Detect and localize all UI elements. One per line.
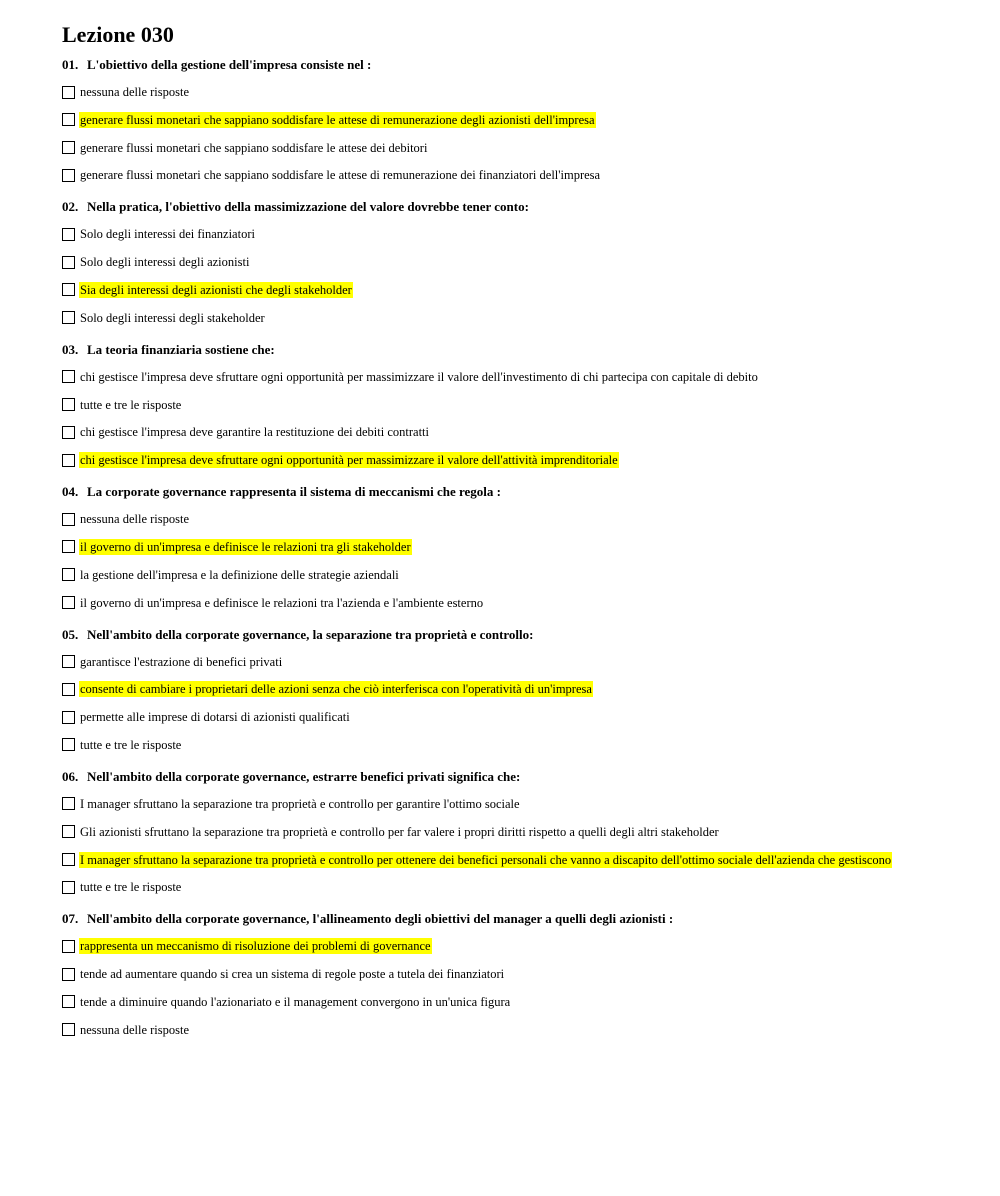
answer-option[interactable]	[62, 450, 962, 470]
answer-checkbox[interactable]	[62, 169, 75, 182]
question-text: Nell'ambito della corporate governance, l'allineamento degli obiettivi del manager a quelli degli azionisti :	[87, 911, 674, 927]
answer-option[interactable]	[62, 936, 962, 956]
question-block	[62, 910, 962, 1039]
question-heading	[62, 198, 962, 216]
answer-text: garantisce l'estrazione di benefici privati	[80, 654, 283, 669]
answer-checkbox[interactable]	[62, 881, 75, 894]
answer-checkbox[interactable]	[62, 540, 75, 553]
answer-checkbox[interactable]	[62, 711, 75, 724]
question-number: 01.	[62, 57, 79, 72]
answer-checkbox[interactable]	[62, 141, 75, 154]
answer-option[interactable]	[62, 110, 962, 130]
answer-checkbox[interactable]	[62, 113, 75, 126]
document-page	[62, 22, 962, 1053]
answer-checkbox[interactable]	[62, 86, 75, 99]
question-heading	[62, 626, 962, 644]
question-text: La corporate governance rappresenta il sistema di meccanismi che regola :	[87, 484, 501, 500]
answer-checkbox[interactable]	[62, 683, 75, 696]
answer-checkbox[interactable]	[62, 283, 75, 296]
answer-checkbox[interactable]	[62, 228, 75, 241]
answer-checkbox[interactable]	[62, 370, 75, 383]
question-block	[62, 483, 962, 612]
answer-checkbox[interactable]	[62, 825, 75, 838]
answer-text: I manager sfruttano la separazione tra proprietà e controllo per garantire l'ottimo sociale	[80, 796, 520, 811]
page-title: Lezione 030	[62, 22, 174, 47]
question-heading	[62, 768, 962, 786]
answer-option[interactable]	[62, 850, 962, 870]
answer-option[interactable]	[62, 138, 962, 158]
answer-option[interactable]	[62, 82, 962, 102]
answer-text: tutte e tre le risposte	[80, 737, 182, 752]
answer-checkbox[interactable]	[62, 256, 75, 269]
answer-option[interactable]	[62, 735, 962, 755]
answer-text: Solo degli interessi degli stakeholder	[80, 310, 265, 325]
answer-text: chi gestisce l'impresa deve sfruttare ogni opportunità per massimizzare il valore dell'investimento di chi partecipa con capitale di debito	[80, 369, 758, 384]
answer-option[interactable]	[62, 395, 962, 415]
answer-checkbox[interactable]	[62, 738, 75, 751]
question-number: 07.	[62, 911, 79, 927]
question-text: Nell'ambito della corporate governance, estrarre benefici privati significa che:	[87, 768, 521, 784]
question-text: La teoria finanziaria sostiene che:	[87, 341, 275, 357]
answer-checkbox[interactable]	[62, 655, 75, 668]
answer-text: tutte e tre le risposte	[80, 397, 182, 412]
question-text: L'obiettivo della gestione dell'impresa consiste nel :	[87, 57, 372, 72]
answer-text-highlighted: chi gestisce l'impresa deve sfruttare ogni opportunità per massimizzare il valore dell'attività imprenditoriale	[80, 453, 618, 468]
answer-text: nessuna delle risposte	[80, 1022, 190, 1037]
question-heading	[62, 483, 962, 501]
question-list	[62, 56, 962, 1040]
answer-option[interactable]	[62, 877, 962, 897]
answer-option[interactable]	[62, 679, 962, 699]
answer-option[interactable]	[62, 992, 962, 1012]
answer-option[interactable]	[62, 707, 962, 727]
question-block	[62, 626, 962, 755]
question-number: 02.	[62, 199, 79, 215]
question-number: 06.	[62, 768, 79, 784]
question-text: Nell'ambito della corporate governance, la separazione tra proprietà e controllo:	[87, 626, 534, 642]
question-text: Nella pratica, l'obiettivo della massimizzazione del valore dovrebbe tener conto:	[87, 199, 529, 215]
question-heading	[62, 56, 962, 74]
answer-text: nessuna delle risposte	[80, 512, 190, 527]
answer-option[interactable]	[62, 308, 962, 328]
question-block	[62, 198, 962, 327]
answer-option[interactable]	[62, 652, 962, 672]
answer-text: generare flussi monetari che sappiano soddisfare le attese di remunerazione dei finanziatori dell'impresa	[80, 168, 601, 183]
answer-text-highlighted: consente di cambiare i proprietari delle azioni senza che ciò interferisca con l'operatività di un'impresa	[80, 682, 592, 697]
answer-checkbox[interactable]	[62, 426, 75, 439]
answer-option[interactable]	[62, 593, 962, 613]
answer-text: tende a diminuire quando l'azionariato e il management convergono in un'unica figura	[80, 994, 511, 1009]
answer-text-highlighted: il governo di un'impresa e definisce le relazioni tra gli stakeholder	[80, 539, 411, 554]
answer-option[interactable]	[62, 509, 962, 529]
question-number: 05.	[62, 626, 79, 642]
answer-text: il governo di un'impresa e definisce le relazioni tra l'azienda e l'ambiente esterno	[80, 595, 484, 610]
answer-checkbox[interactable]	[62, 1023, 75, 1036]
answer-option[interactable]	[62, 252, 962, 272]
answer-text: permette alle imprese di dotarsi di azionisti qualificati	[80, 710, 350, 725]
answer-option[interactable]	[62, 822, 962, 842]
answer-text: tende ad aumentare quando si crea un sistema di regole poste a tutela dei finanziatori	[80, 967, 505, 982]
answer-checkbox[interactable]	[62, 513, 75, 526]
answer-option[interactable]	[62, 280, 962, 300]
answer-checkbox[interactable]	[62, 797, 75, 810]
answer-option[interactable]	[62, 1020, 962, 1040]
question-number: 03.	[62, 341, 79, 357]
answer-checkbox[interactable]	[62, 940, 75, 953]
answer-option[interactable]	[62, 224, 962, 244]
answer-option[interactable]	[62, 794, 962, 814]
answer-text: Gli azionisti sfruttano la separazione tra proprietà e controllo per far valere i propri diritti rispetto a quelli degli altri stakeholder	[80, 824, 719, 839]
answer-option[interactable]	[62, 422, 962, 442]
answer-checkbox[interactable]	[62, 454, 75, 467]
answer-text: la gestione dell'impresa e la definizione delle strategie aziendali	[80, 567, 399, 582]
answer-text-highlighted: I manager sfruttano la separazione tra proprietà e controllo per ottenere dei benefici personali che vanno a discapito dell'ottimo sociale dell'azienda che gestiscono	[80, 852, 892, 867]
answer-checkbox[interactable]	[62, 568, 75, 581]
answer-text: tutte e tre le risposte	[80, 880, 182, 895]
answer-text: generare flussi monetari che sappiano soddisfare le attese dei debitori	[80, 140, 428, 155]
question-heading	[62, 910, 962, 928]
answer-option[interactable]	[62, 964, 962, 984]
answer-text: Solo degli interessi dei finanziatori	[80, 227, 255, 242]
question-block	[62, 56, 962, 185]
answer-checkbox[interactable]	[62, 853, 75, 866]
answer-checkbox[interactable]	[62, 596, 75, 609]
answer-text: nessuna delle risposte	[80, 85, 190, 99]
question-number: 04.	[62, 484, 79, 500]
answer-option[interactable]	[62, 565, 962, 585]
answer-option[interactable]	[62, 537, 962, 557]
answer-option[interactable]	[62, 367, 962, 387]
answer-text-highlighted: Sia degli interessi degli azionisti che degli stakeholder	[80, 282, 352, 297]
answer-text-highlighted: rappresenta un meccanismo di risoluzione dei problemi di governance	[80, 939, 431, 954]
answer-checkbox[interactable]	[62, 311, 75, 324]
question-heading	[62, 341, 962, 359]
answer-option[interactable]	[62, 165, 962, 185]
answer-text: Solo degli interessi degli azionisti	[80, 255, 250, 270]
question-block	[62, 341, 962, 470]
answer-text: chi gestisce l'impresa deve garantire la restituzione dei debiti contratti	[80, 425, 429, 440]
answer-text-highlighted: generare flussi monetari che sappiano soddisfare le attese di remunerazione degli azionisti dell'impresa	[80, 112, 595, 127]
answer-checkbox[interactable]	[62, 968, 75, 981]
question-block	[62, 768, 962, 897]
answer-checkbox[interactable]	[62, 398, 75, 411]
answer-checkbox[interactable]	[62, 995, 75, 1008]
